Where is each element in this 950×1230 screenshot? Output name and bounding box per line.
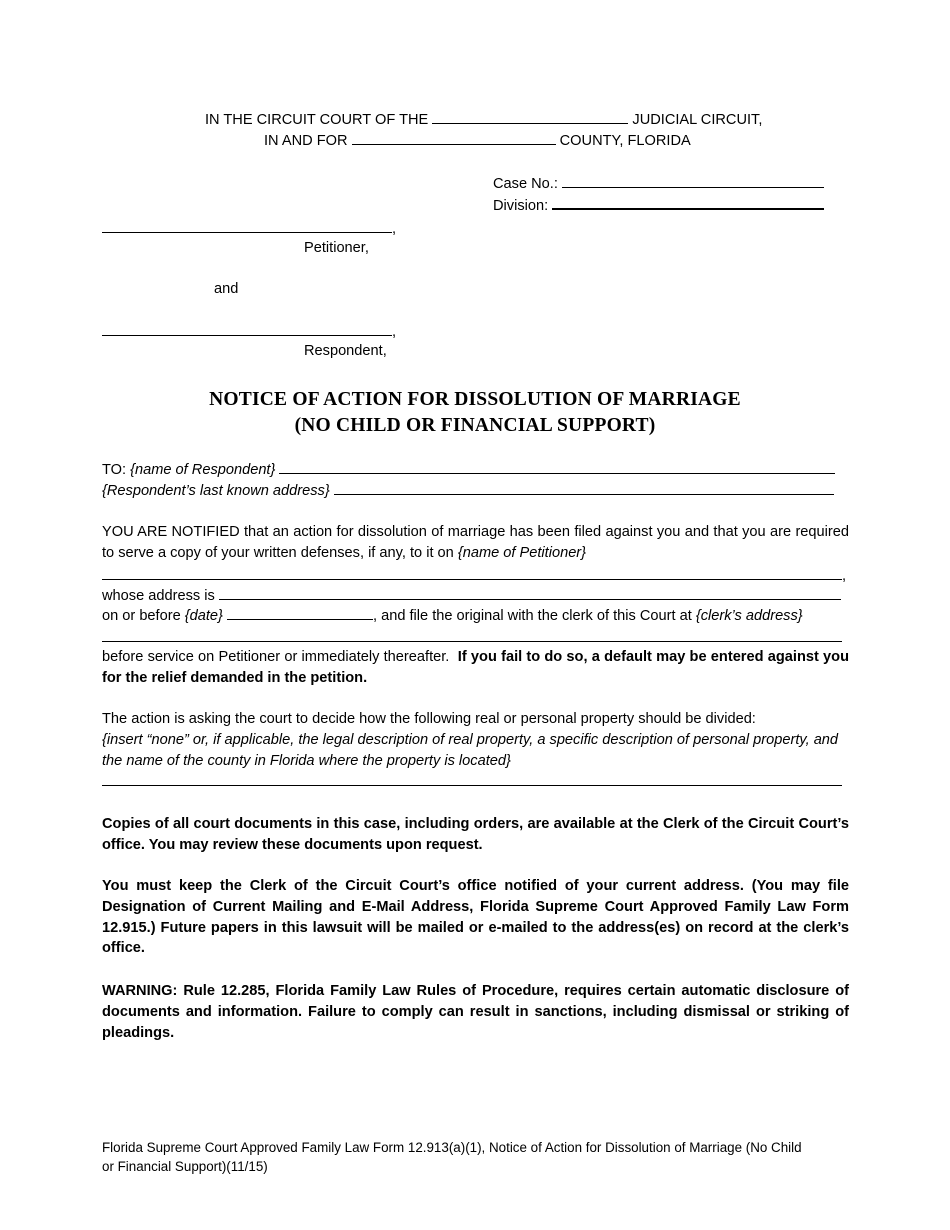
copies-paragraph: Copies of all court documents in this case, including orders, are available at the Clerk of the Circuit Court’s office. You may review these documents upon request. xyxy=(102,816,849,853)
notice-text: YOU ARE NOTIFIED that an action for dissolution of marriage has been filed against you and that you are required to serve a copy of your written defenses, if any, to it on xyxy=(102,524,849,561)
respondent-comma: , xyxy=(392,324,397,340)
date-row xyxy=(102,605,803,626)
petitioner-name-line-row xyxy=(102,565,846,586)
service-paragraph xyxy=(102,647,849,689)
whose-address-row xyxy=(102,585,841,606)
petitioner-name-placeholder: {name of Petitioner} xyxy=(457,544,587,561)
notice-paragraph xyxy=(102,522,849,564)
county-suffix: COUNTY, FLORIDA xyxy=(559,133,691,149)
clerk-address-placeholder: {clerk’s address} xyxy=(695,608,803,624)
property-line-row xyxy=(102,771,842,792)
petitioner-name-row xyxy=(102,218,396,239)
judicial-circuit-field[interactable] xyxy=(432,109,628,124)
division-label: Division: xyxy=(493,198,549,214)
footer-line-1: Florida Supreme Court Approved Family Law Form 12.913(a)(1), Notice of Action for Dissolution of Marriage (No Child xyxy=(102,1140,802,1155)
respondent-name-placeholder: {name of Respondent} xyxy=(130,462,276,478)
clerk-address-field[interactable] xyxy=(102,627,842,642)
petitioner-comma: , xyxy=(392,221,397,237)
case-no-label: Case No.: xyxy=(493,176,558,192)
notice-comma: , xyxy=(842,568,847,584)
petitioner-name-field[interactable] xyxy=(102,218,392,233)
property-paragraph xyxy=(102,709,849,771)
respondent-address-placeholder: {Respondent’s last known address} xyxy=(102,483,330,499)
circuit-prefix: IN THE CIRCUIT COURT OF THE xyxy=(205,112,429,128)
respondent-label: Respondent, xyxy=(304,343,387,359)
to-name-row xyxy=(102,459,835,480)
property-instructions: {insert “none” or, if applicable, the legal description of real property, a specific description of personal property, and the name of the county in Florida where the property is located} xyxy=(102,731,839,769)
form-footer xyxy=(102,1138,862,1176)
division-row xyxy=(493,194,824,216)
respondent-address-field[interactable] xyxy=(334,480,834,495)
warning-paragraph: WARNING: Rule 12.285, Florida Family Law Rules of Procedure, requires certain automatic disclosure of documents and information. Failure to comply can result in sanctions, including dismissal or striking of pleadings. xyxy=(102,983,849,1041)
case-number-row xyxy=(493,173,824,194)
to-respondent-name-field[interactable] xyxy=(279,459,835,474)
default-warning: If you fail to do so, a default may be entered against you for the relief demanded in the petition. xyxy=(102,649,849,686)
to-address-row xyxy=(102,480,834,501)
respondent-name-field[interactable] xyxy=(102,321,392,336)
footer-line-2: or Financial Support)(11/15) xyxy=(102,1159,268,1174)
date-field[interactable] xyxy=(227,605,373,620)
file-original-text: , and file the original with the clerk of this Court at xyxy=(372,608,692,624)
petitioner-label: Petitioner, xyxy=(304,240,369,256)
county-field[interactable] xyxy=(352,130,556,145)
address-notice-paragraph: You must keep the Clerk of the Circuit Court’s office notified of your current address. (You may file Designation of Current Mailing and E-Mail Address, Florida Supreme Court Approved Family Law Form 12.915.) Future papers in this lawsuit will be mailed or e-mailed to the address(es) on record at the clerk’s office. xyxy=(102,878,849,957)
circuit-suffix: JUDICIAL CIRCUIT, xyxy=(632,112,763,128)
and-label: and xyxy=(214,281,239,297)
date-placeholder: {date} xyxy=(184,608,223,624)
clerk-address-line-row xyxy=(102,627,842,648)
to-label: TO: xyxy=(102,462,127,478)
circuit-line xyxy=(205,109,762,130)
property-text: The action is asking the court to decide how the following real or personal property should be divided: xyxy=(102,711,756,727)
case-number-field[interactable] xyxy=(562,173,824,188)
on-before-label: on or before xyxy=(102,608,181,624)
notice-petitioner-name-field[interactable] xyxy=(102,565,842,580)
respondent-name-row xyxy=(102,321,396,342)
division-field[interactable] xyxy=(552,194,824,210)
before-service-text: before service on Petitioner or immediately thereafter. xyxy=(102,649,450,665)
document-subtitle: (NO CHILD OR FINANCIAL SUPPORT) xyxy=(294,415,656,436)
county-line xyxy=(264,130,691,151)
petitioner-address-field[interactable] xyxy=(219,585,841,600)
whose-address-label: whose address is xyxy=(102,588,215,604)
county-prefix: IN AND FOR xyxy=(264,133,348,149)
property-description-field[interactable] xyxy=(102,771,842,786)
document-title: NOTICE OF ACTION FOR DISSOLUTION OF MARRIAGE xyxy=(209,389,741,410)
